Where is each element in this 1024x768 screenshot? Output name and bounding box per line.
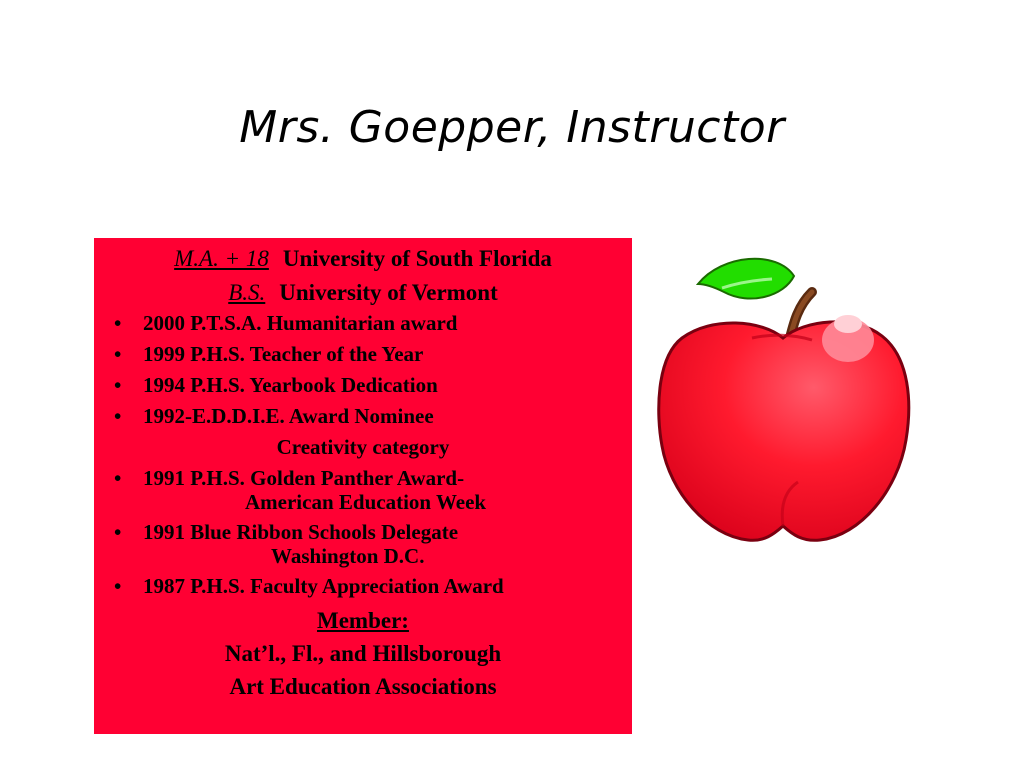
award-text: 2000 P.T.S.A. Humanitarian award (143, 311, 458, 335)
bullet: • (114, 520, 122, 544)
award-item (94, 341, 632, 367)
award-text: 1999 P.H.S. Teacher of the Year (143, 342, 424, 366)
member-line: Nat’l., Fl., and Hillsborough (224, 641, 502, 666)
award-continuation: Washington D.C. (271, 544, 425, 568)
bullet: • (114, 574, 122, 598)
award-item (94, 573, 632, 599)
award-text: 1991 Blue Ribbon Schools Delegate (143, 520, 459, 544)
degree-school: University of South Florida (282, 246, 552, 271)
award-item (94, 310, 632, 336)
degree-bs (94, 276, 632, 310)
degree-label: M.A. + 18 (174, 246, 269, 271)
bullet: • (114, 466, 122, 490)
degree-ma (94, 242, 632, 276)
award-item (94, 465, 632, 513)
degree-label: B.S. (228, 280, 266, 305)
bullet: • (114, 311, 122, 335)
award-text: 1991 P.H.S. Golden Panther Award- (143, 466, 465, 490)
member-line: Art Education Associations (229, 674, 497, 699)
bullet: • (114, 404, 122, 428)
bullet: • (114, 373, 122, 397)
award-item (94, 519, 632, 567)
award-continuation: American Education Week (245, 490, 487, 514)
degree-school: University of Vermont (279, 280, 498, 305)
award-item (94, 403, 632, 429)
credentials-panel (94, 238, 632, 734)
member-heading: Member: (317, 608, 409, 633)
apple-clipart-icon (652, 254, 914, 546)
award-text: 1994 P.H.S. Yearbook Dedication (143, 373, 438, 397)
award-text: 1992-E.D.D.I.E. Award Nominee (143, 404, 434, 428)
award-text: 1987 P.H.S. Faculty Appreciation Award (143, 574, 504, 598)
bullet: • (114, 342, 122, 366)
slide-title: Mrs. Goepper, Instructor (239, 102, 785, 153)
award-continuation: Creativity category (276, 435, 450, 459)
award-item (94, 372, 632, 398)
